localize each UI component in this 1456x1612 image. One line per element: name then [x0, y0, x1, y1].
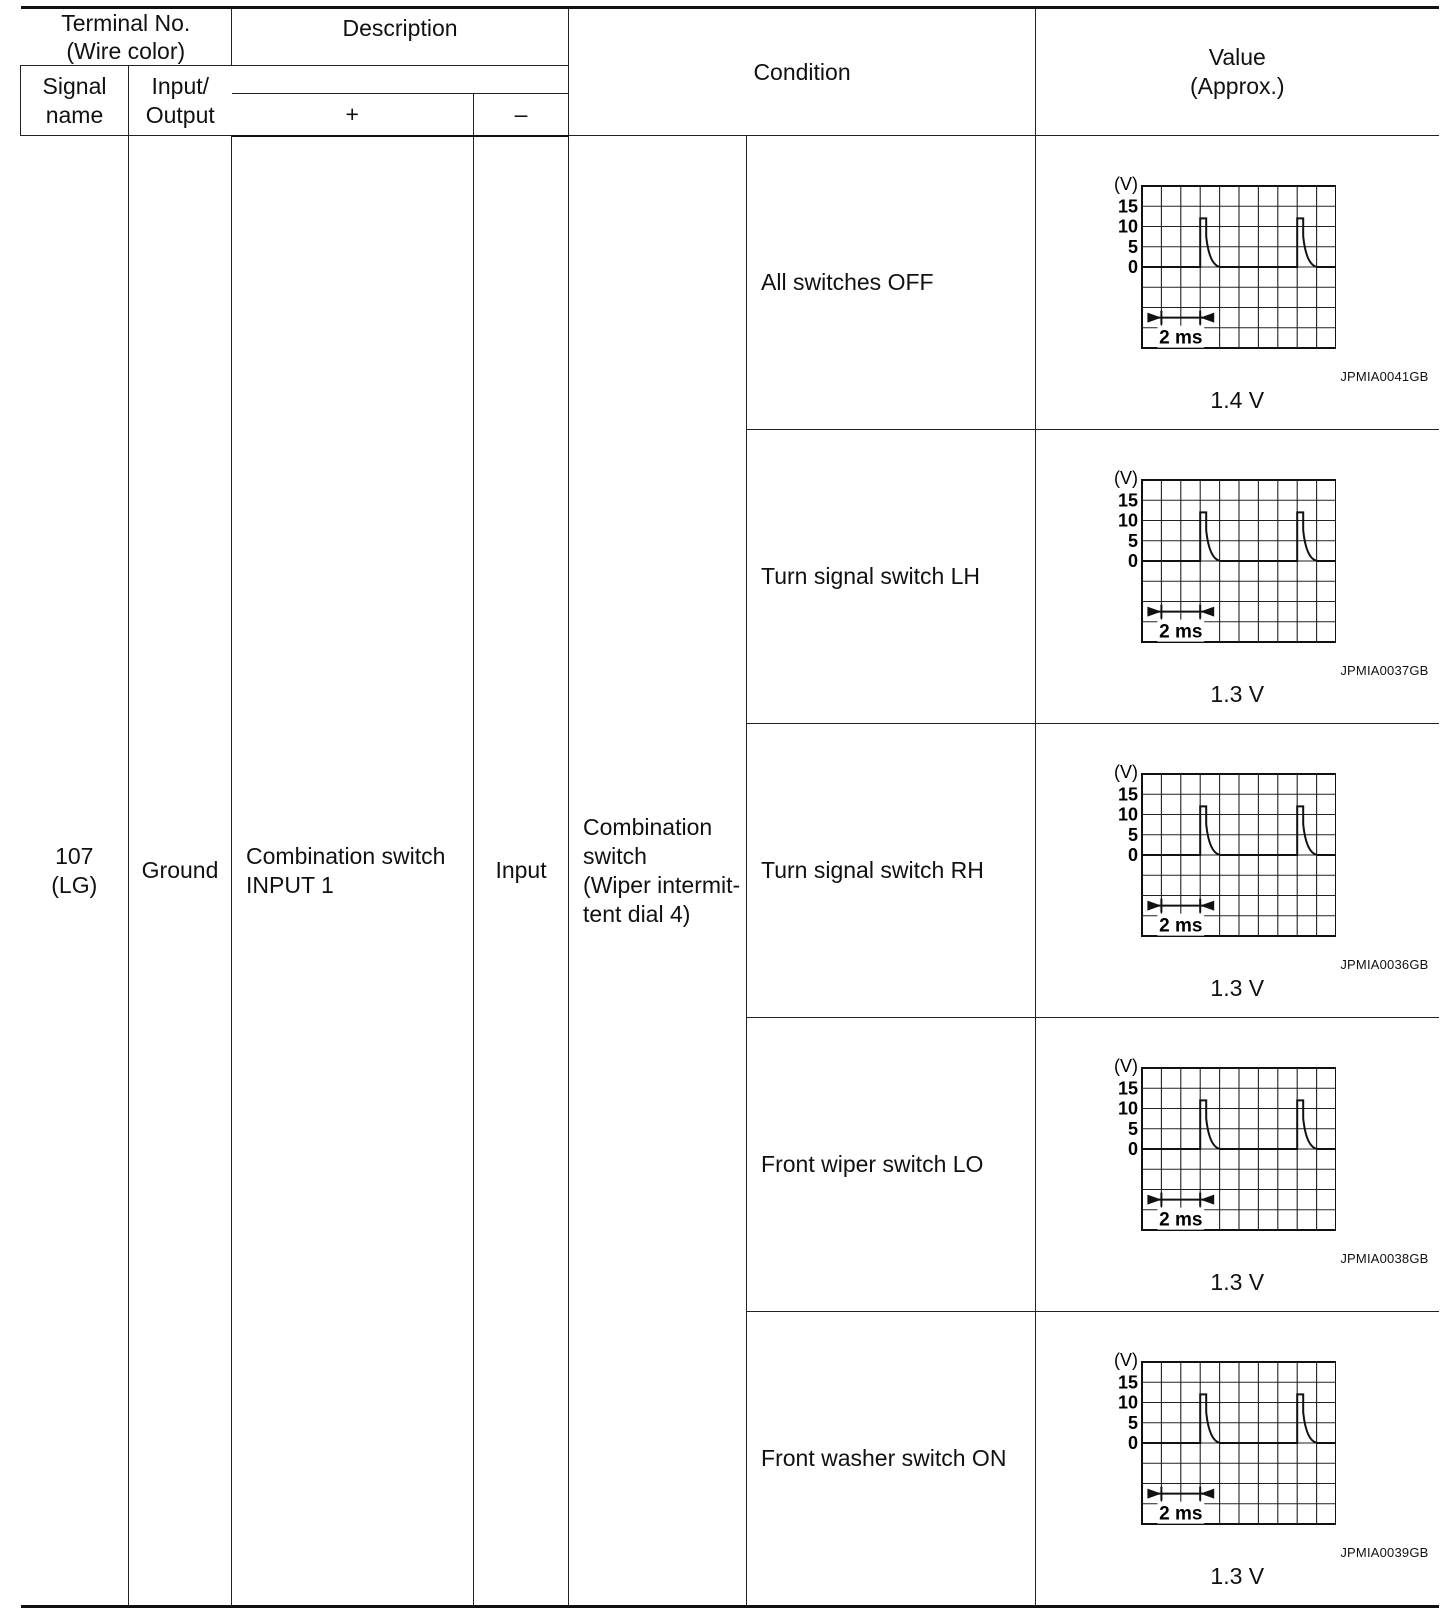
header-condition: Condition	[569, 8, 1036, 136]
header-description: Description	[232, 8, 569, 66]
y-tick-label: 5	[1128, 530, 1139, 551]
header-value	[1036, 8, 1439, 136]
header-input-output	[129, 66, 232, 136]
y-tick-label: 15	[1118, 1078, 1139, 1099]
main-condition-line3: (Wiper intermit-	[583, 871, 741, 898]
header-signal-name: Signal name	[21, 66, 129, 136]
waveform-graph	[1076, 1348, 1336, 1538]
arrow-right-icon	[1147, 901, 1161, 911]
y-tick-label: 15	[1118, 1372, 1139, 1393]
arrow-right-icon	[1147, 607, 1161, 617]
arrow-left-icon	[1200, 313, 1214, 323]
terminal-number	[21, 136, 129, 1607]
header-io-line2: Output	[145, 101, 215, 128]
arrow-left-icon	[1200, 607, 1214, 617]
terminal-minus-ground: Ground	[129, 136, 232, 1607]
header-plus: +	[232, 94, 474, 136]
input-output-value: Input	[474, 136, 569, 1607]
terminal-number-value: 107	[55, 842, 94, 869]
sub-condition: Front wiper switch LO	[747, 1018, 1036, 1312]
value-cell	[1036, 1018, 1439, 1312]
arrow-left-icon	[1200, 901, 1214, 911]
value-cell	[1036, 1312, 1439, 1607]
approx-value: 1.3 V	[1210, 1563, 1265, 1589]
y-tick-label: 10	[1118, 1098, 1139, 1119]
y-tick-label: 15	[1118, 196, 1139, 217]
arrow-right-icon	[1147, 1489, 1161, 1499]
y-tick-label: 10	[1118, 804, 1139, 825]
y-axis-unit-label: (V)	[1114, 174, 1139, 194]
y-tick-label: 0	[1128, 1433, 1139, 1453]
y-tick-label: 10	[1118, 510, 1139, 531]
waveform-cell	[1036, 136, 1439, 429]
value-cell	[1036, 136, 1439, 430]
header-approx-label: (Approx.)	[1189, 73, 1285, 99]
waveform-cell	[1036, 1312, 1439, 1605]
time-scale-label: 2 ms	[1159, 327, 1203, 349]
header-io-line1: Input/	[151, 72, 210, 99]
waveform-cell	[1036, 1018, 1439, 1311]
time-scale-label: 2 ms	[1159, 621, 1203, 643]
approx-value: 1.3 V	[1210, 1269, 1265, 1295]
main-condition-line1: Combination	[583, 813, 713, 840]
figure-code: JPMIA0039GB	[1340, 1545, 1429, 1560]
value-cell	[1036, 430, 1439, 724]
waveform-graph	[1076, 760, 1336, 950]
arrow-right-icon	[1147, 1195, 1161, 1205]
figure-code: JPMIA0038GB	[1340, 1251, 1429, 1266]
signal-name-line1: Combination switch	[246, 842, 446, 869]
sub-condition: All switches OFF	[747, 136, 1036, 430]
waveform-graph	[1076, 172, 1336, 362]
y-tick-label: 0	[1128, 845, 1139, 865]
sub-condition: Turn signal switch RH	[747, 724, 1036, 1018]
value-cell	[1036, 724, 1439, 1018]
arrow-left-icon	[1200, 1195, 1214, 1205]
time-scale-label: 2 ms	[1159, 915, 1203, 937]
y-axis-unit-label: (V)	[1114, 1056, 1139, 1076]
y-tick-label: 5	[1128, 1412, 1139, 1433]
time-scale-label: 2 ms	[1159, 1503, 1203, 1525]
sub-condition: Front washer switch ON	[747, 1312, 1036, 1607]
y-tick-label: 0	[1128, 1139, 1139, 1159]
waveform-graph	[1076, 466, 1336, 656]
table-row	[21, 136, 1439, 430]
header-minus: –	[474, 94, 569, 136]
terminal-wire-color: (LG)	[51, 871, 98, 898]
terminal-spec-table	[20, 6, 1439, 1608]
y-tick-label: 10	[1118, 1392, 1139, 1413]
y-axis-unit-label: (V)	[1114, 762, 1139, 782]
main-condition-line4: tent dial 4)	[583, 900, 691, 927]
approx-value: 1.3 V	[1210, 975, 1265, 1001]
y-tick-label: 0	[1128, 551, 1139, 571]
y-tick-label: 10	[1118, 216, 1139, 237]
waveform-cell	[1036, 430, 1439, 723]
header-value-label: Value	[1208, 44, 1266, 70]
y-tick-label: 15	[1118, 784, 1139, 805]
approx-value: 1.4 V	[1210, 387, 1265, 413]
waveform-cell	[1036, 724, 1439, 1017]
y-axis-unit-label: (V)	[1114, 468, 1139, 488]
signal-name-line2: INPUT 1	[246, 871, 334, 898]
time-scale-label: 2 ms	[1159, 1209, 1203, 1231]
y-axis-unit-label: (V)	[1114, 1350, 1139, 1370]
y-tick-label: 5	[1128, 236, 1139, 257]
y-tick-label: 5	[1128, 824, 1139, 845]
y-tick-label: 15	[1118, 490, 1139, 511]
main-condition-line2: switch	[583, 842, 647, 869]
arrow-left-icon	[1200, 1489, 1214, 1499]
figure-code: JPMIA0036GB	[1340, 957, 1429, 972]
waveform-graph	[1076, 1054, 1336, 1244]
figure-code: JPMIA0041GB	[1340, 369, 1429, 384]
y-tick-label: 0	[1128, 257, 1139, 277]
figure-code: JPMIA0037GB	[1340, 663, 1429, 678]
y-tick-label: 5	[1128, 1118, 1139, 1139]
header-terminal-no-label: Terminal No.	[61, 10, 191, 36]
header-terminal-no	[21, 8, 232, 66]
header-wire-color-label: (Wire color)	[66, 38, 186, 64]
signal-name	[232, 136, 474, 1607]
main-condition	[569, 136, 747, 1607]
sub-condition: Turn signal switch LH	[747, 430, 1036, 724]
approx-value: 1.3 V	[1210, 681, 1265, 707]
arrow-right-icon	[1147, 313, 1161, 323]
